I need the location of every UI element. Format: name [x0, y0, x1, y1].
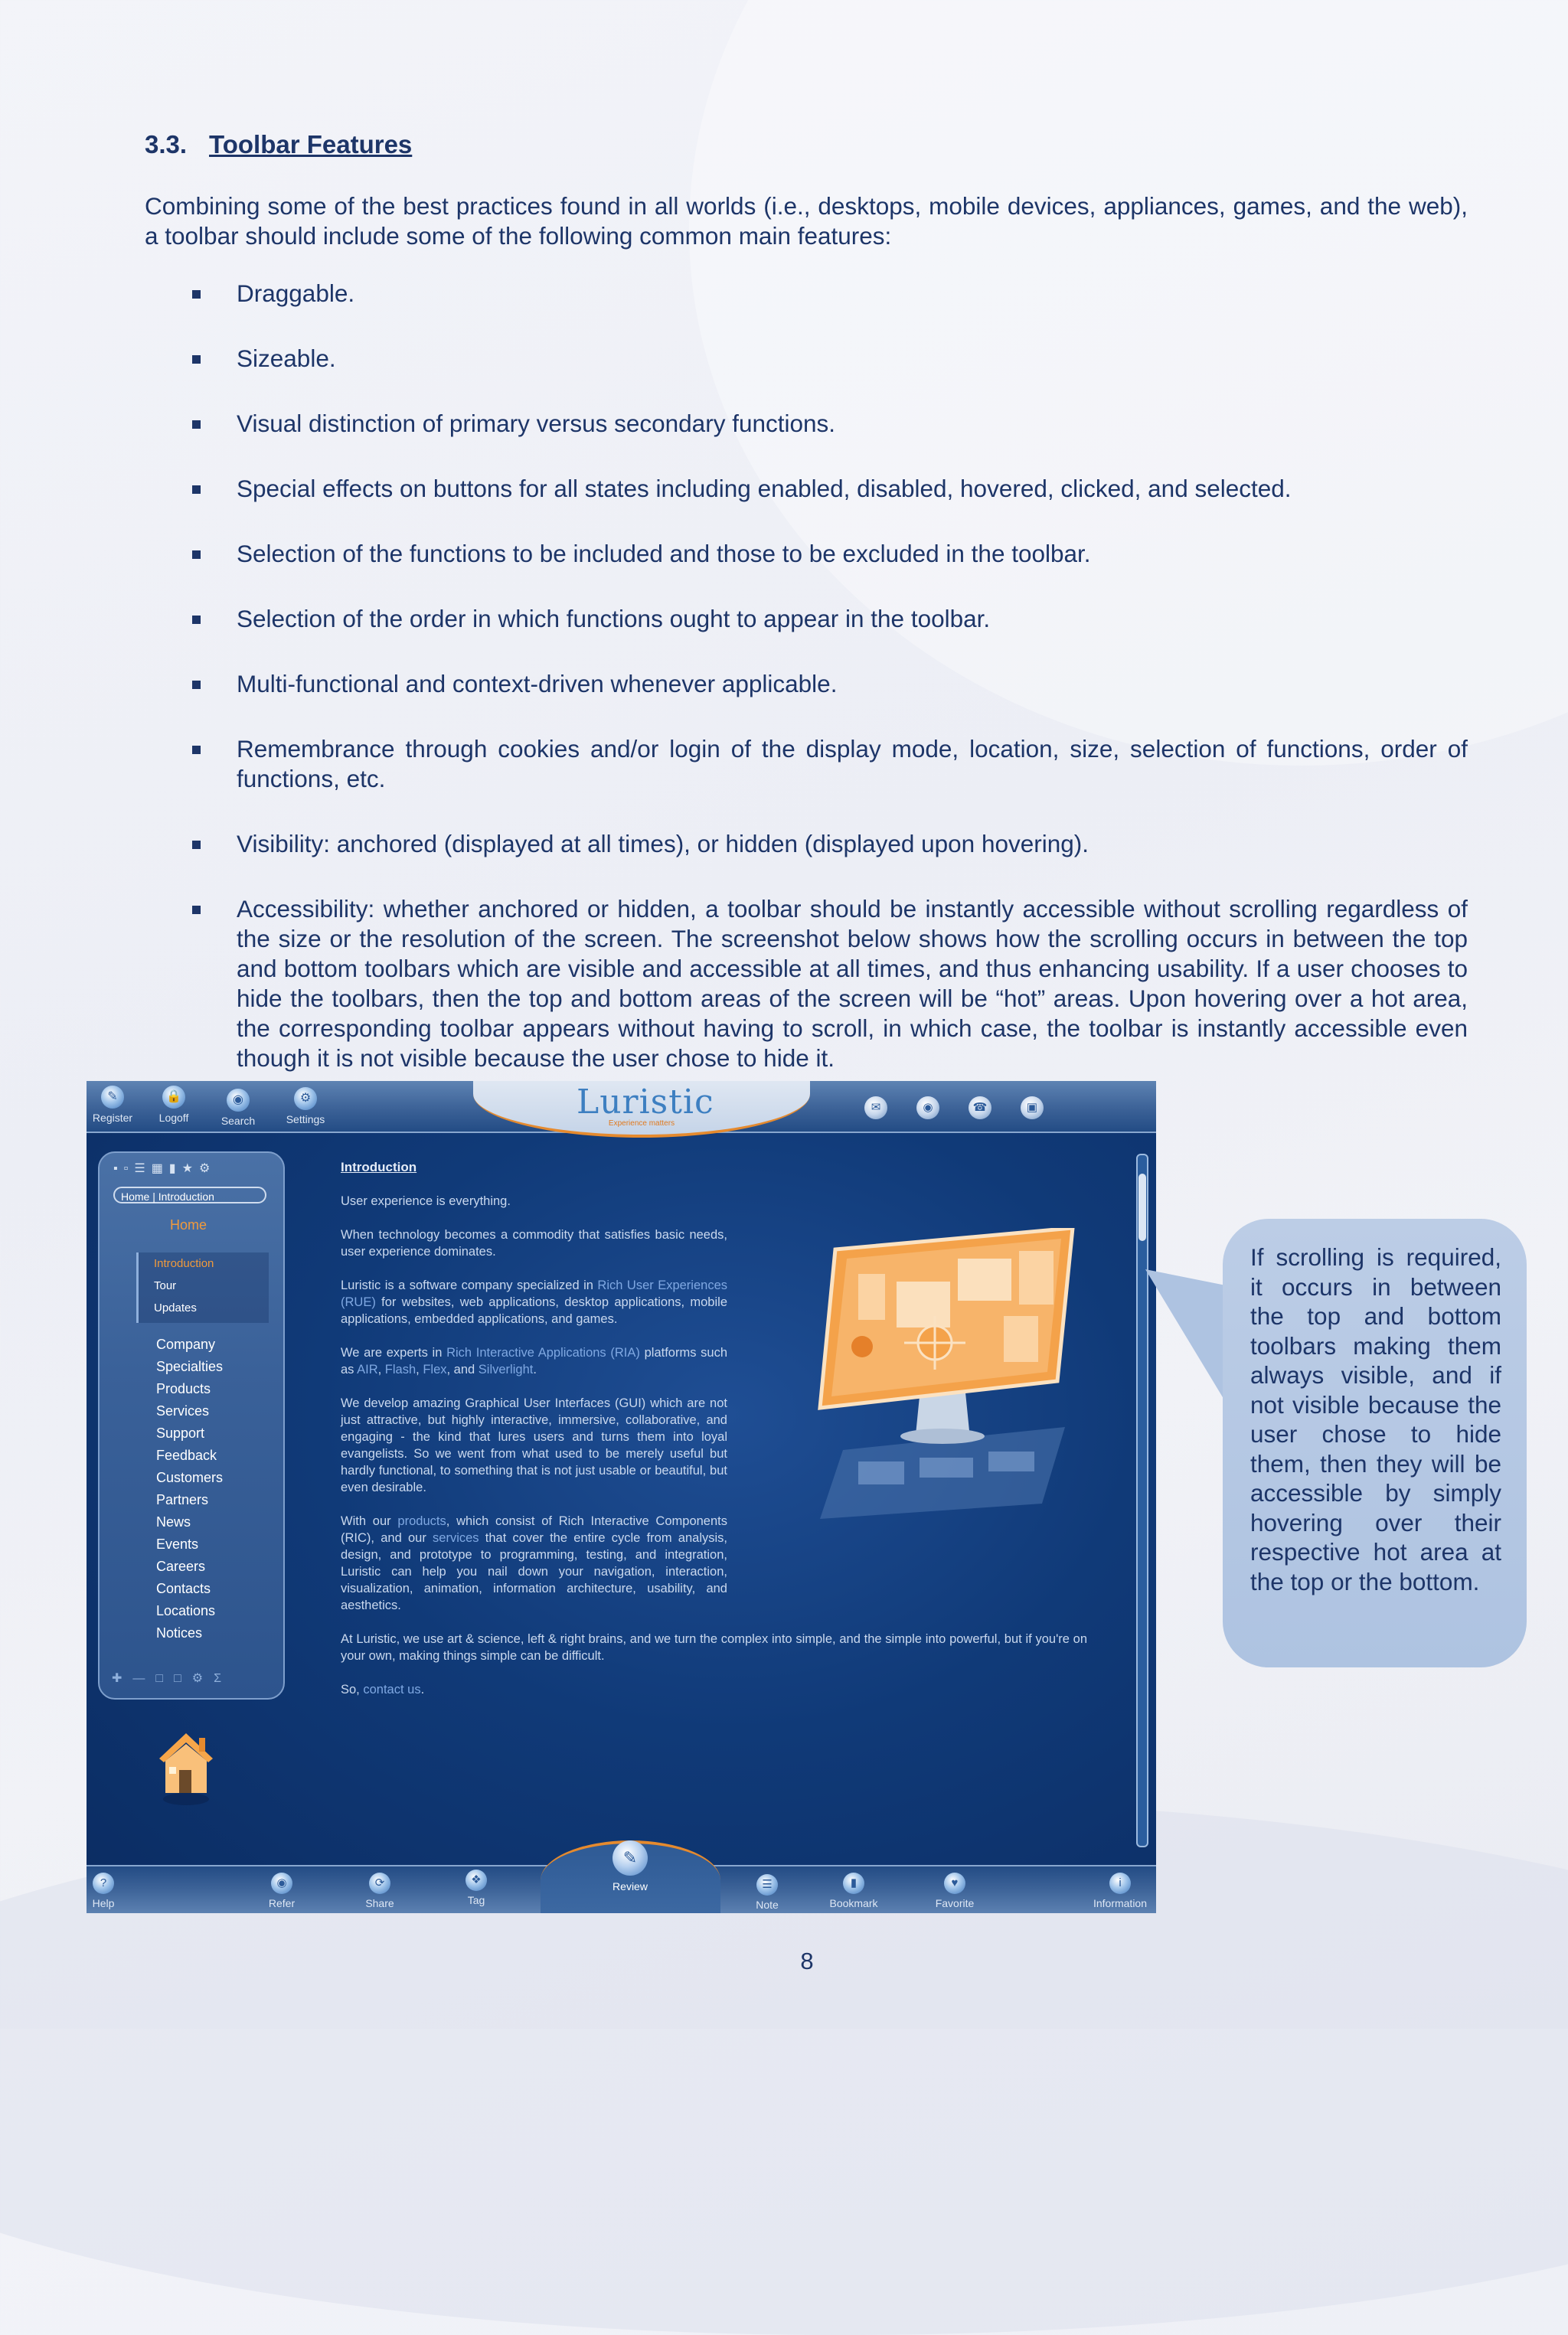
share-icon: ⟳	[369, 1873, 390, 1894]
sidebar-item-customers[interactable]: Customers	[156, 1470, 224, 1485]
register-icon: ✎	[101, 1086, 124, 1109]
sidebar-bottom-icons: ✚—□□⚙Σ	[112, 1672, 232, 1685]
tag-button[interactable]: ❖ Tag	[438, 1870, 514, 1906]
silverlight-link[interactable]: Silverlight	[478, 1363, 534, 1377]
section-number: 3.3.	[145, 130, 188, 158]
sidebar-item-partners[interactable]: Partners	[156, 1492, 209, 1507]
intro-paragraph: Combining some of the best practices found in all worlds (i.e., desktops, mobile devices, appliances, games, and the web), a toolbar should include some of the following common main features:	[145, 192, 1468, 250]
bullet-icon	[192, 906, 201, 914]
tag-icon: ❖	[466, 1870, 487, 1891]
feature-list	[145, 279, 1468, 1109]
review-button[interactable]: ✎ Review	[592, 1840, 668, 1892]
bullet-icon	[192, 841, 201, 849]
air-link[interactable]: AIR	[357, 1363, 378, 1377]
flash-link[interactable]: Flash	[384, 1363, 416, 1377]
mail-button[interactable]	[864, 1096, 887, 1119]
list-item: Multi-functional and context-driven whenever applicable.	[145, 669, 1468, 699]
refer-icon: ◉	[271, 1873, 292, 1894]
page-content	[341, 1159, 1087, 1715]
list-item: Selection of the functions to be included and those to be excluded in the toolbar.	[145, 539, 1468, 569]
logo-tagline: Experience matters	[608, 1119, 675, 1128]
sidebar-item-notices[interactable]: Notices	[156, 1625, 203, 1641]
sidebar-item-feedback[interactable]: Feedback	[156, 1448, 217, 1463]
info-icon: i	[1109, 1873, 1131, 1894]
sidebar-item-news[interactable]: News	[156, 1514, 191, 1530]
list-item: Visual distinction of primary versus secondary functions.	[145, 409, 1468, 439]
cart-button[interactable]	[1021, 1096, 1044, 1119]
bottom-toolbar	[87, 1848, 1156, 1913]
breadcrumb[interactable]: Home | Introduction	[113, 1187, 266, 1203]
sidebar-item-specialties[interactable]: Specialties	[156, 1359, 224, 1374]
content-paragraph: With our products, which consist of Rich Interactive Components (RIC), and our services that cover the entire cycle from analysis, design, and prototype to programming, testing, and integration, Luristic can help you nail down your navigation, interaction, visualization, animation, information architecture, usability, and aesthetics.	[341, 1514, 727, 1612]
sidebar-item-careers[interactable]: Careers	[156, 1559, 206, 1574]
content-title: Introduction	[341, 1160, 417, 1174]
bullet-icon	[192, 355, 201, 364]
list-item: Accessibility: whether anchored or hidden, a toolbar should be instantly accessible without scrolling regardless of the size or the resolution of the screen. The screenshot below shows how the scrolling occurs in between the top and bottom toolbars which are visible and accessible at all times, and thus enhancing usability. If a user chooses to hide the toolbars, then the top and bottom areas of the screen will be “hot” areas. Upon hovering over a hot area, the corresponding toolbar appears without having to scroll, in which case, the toolbar is instantly accessible even though it is not visible because the user chose to hide it.	[145, 894, 1468, 1073]
submenu	[136, 1252, 269, 1323]
heart-icon: ♥	[944, 1873, 965, 1894]
refer-button[interactable]: ◉ Refer	[243, 1873, 320, 1909]
bullet-icon	[192, 681, 201, 689]
contact-us-link[interactable]: contact us	[363, 1683, 421, 1697]
sidebar-nav	[156, 1334, 223, 1644]
sidebar-item-tour[interactable]: Tour	[154, 1279, 177, 1292]
chat-button[interactable]	[916, 1096, 939, 1119]
content-paragraph: We are experts in Rich Interactive Applications (RIA) platforms such as AIR, Flash, Flex, and Silverlight.	[341, 1346, 728, 1377]
content-paragraph: At Luristic, we use art & science, left & right brains, and we turn the complex into simple, and the simple into powerful, but if you're on your own, making things simple can be difficult.	[341, 1632, 1087, 1663]
sidebar-item-home[interactable]: Home	[170, 1217, 207, 1233]
callout-text: If scrolling is required, it occurs in between the top and bottom toolbars making them always visible, and if not visible because the user chose to hide them, then they will be accessible by simply hovering over their respective hot area at the top or the bottom.	[1250, 1243, 1501, 1595]
scrollbar-thumb[interactable]	[1138, 1174, 1146, 1241]
section-title: Toolbar Features	[209, 130, 413, 158]
help-icon: ?	[93, 1873, 114, 1894]
information-button[interactable]: i Information	[1082, 1873, 1156, 1909]
list-item: Visibility: anchored (displayed at all times), or hidden (displayed upon hovering).	[145, 829, 1468, 859]
content-paragraph: We develop amazing Graphical User Interfaces (GUI) which are not just attractive, but highly interactive, immersive, collaborative, and engaging - the kind that lures users and turns them into loyal evangelists. So we went from what used to be merely useful but hardly functional, to something that is not just usable or beautiful, but even desirable.	[341, 1396, 727, 1494]
rue-link[interactable]: Rich User Experiences (RUE)	[341, 1279, 728, 1309]
luristic-screenshot	[87, 1081, 1156, 1913]
sidebar-tools-icons: ▪▫☰▦▮★⚙	[113, 1162, 217, 1175]
note-icon: ☰	[756, 1874, 778, 1896]
sidebar-item-locations[interactable]: Locations	[156, 1603, 216, 1618]
help-button[interactable]: ? Help	[87, 1873, 142, 1909]
bullet-icon	[192, 746, 201, 754]
bookmark-icon: ▮	[843, 1873, 864, 1894]
bullet-icon	[192, 290, 201, 299]
content-paragraph: User experience is everything.	[341, 1194, 511, 1208]
globe-icon: ◉	[227, 1089, 250, 1112]
search-button[interactable]: ◉ Search	[207, 1089, 269, 1127]
list-item: Draggable.	[145, 279, 1468, 309]
list-item: Selection of the order in which functions ought to appear in the toolbar.	[145, 604, 1468, 634]
lock-icon: 🔒	[162, 1086, 185, 1109]
settings-icon: ⚙	[294, 1087, 317, 1110]
list-item: Sizeable.	[145, 344, 1468, 374]
content-paragraph: So, contact us.	[341, 1683, 425, 1697]
section-heading	[145, 130, 412, 159]
content-paragraph: When technology becomes a commodity that satisfies basic needs, user experience dominates.	[341, 1228, 727, 1259]
favorite-button[interactable]: ♥ Favorite	[916, 1873, 993, 1909]
bookmark-button[interactable]: ▮ Bookmark	[815, 1873, 892, 1909]
services-link[interactable]: services	[433, 1531, 479, 1545]
sidebar-item-support[interactable]: Support	[156, 1425, 205, 1441]
bullet-icon	[192, 420, 201, 429]
pen-icon: ✎	[612, 1840, 648, 1876]
bullet-icon	[192, 485, 201, 494]
register-button[interactable]: ✎ Register	[87, 1086, 143, 1124]
note-button[interactable]: ☰ Note	[729, 1874, 805, 1911]
sidebar-item-company[interactable]: Company	[156, 1337, 216, 1352]
list-item: Special effects on buttons for all states including enabled, disabled, hovered, clicked, and selected.	[145, 474, 1468, 504]
sidebar-item-events[interactable]: Events	[156, 1537, 199, 1552]
sidebar	[98, 1151, 285, 1700]
home-icon[interactable]	[152, 1716, 220, 1808]
flex-link[interactable]: Flex	[423, 1363, 447, 1377]
list-item: Remembrance through cookies and/or login of the display mode, location, size, selection of functions, order of functions, etc.	[145, 734, 1468, 794]
mail-icon: ✉	[871, 1101, 881, 1114]
phone-button[interactable]	[969, 1096, 991, 1119]
bullet-icon	[192, 550, 201, 559]
sidebar-item-services[interactable]: Services	[156, 1403, 210, 1419]
page-number: 8	[800, 1948, 814, 1974]
sidebar-item-products[interactable]: Products	[156, 1381, 211, 1396]
chat-icon: ◉	[923, 1101, 933, 1114]
logoff-button[interactable]: 🔒 Logoff	[143, 1086, 204, 1124]
sidebar-item-contacts[interactable]: Contacts	[156, 1581, 211, 1596]
share-button[interactable]: ⟳ Share	[341, 1873, 418, 1909]
products-link[interactable]: products	[397, 1514, 446, 1528]
monitor-illustration	[812, 1228, 1088, 1519]
top-toolbar	[87, 1081, 1156, 1133]
content-paragraph: Luristic is a software company specialized in Rich User Experiences (RUE) for websites, web applications, desktop applications, mobile applications, embedded applications, and games.	[341, 1279, 728, 1326]
sidebar-item-introduction[interactable]: Introduction	[154, 1257, 214, 1270]
cart-icon: ▣	[1026, 1101, 1038, 1114]
luristic-logo: Luristic	[577, 1083, 714, 1122]
settings-button[interactable]: ⚙ Settings	[275, 1087, 336, 1125]
bullet-icon	[192, 616, 201, 624]
sidebar-item-updates[interactable]: Updates	[154, 1301, 197, 1314]
ria-link[interactable]: Rich Interactive Applications (RIA)	[446, 1346, 640, 1360]
phone-icon: ☎	[972, 1101, 988, 1114]
